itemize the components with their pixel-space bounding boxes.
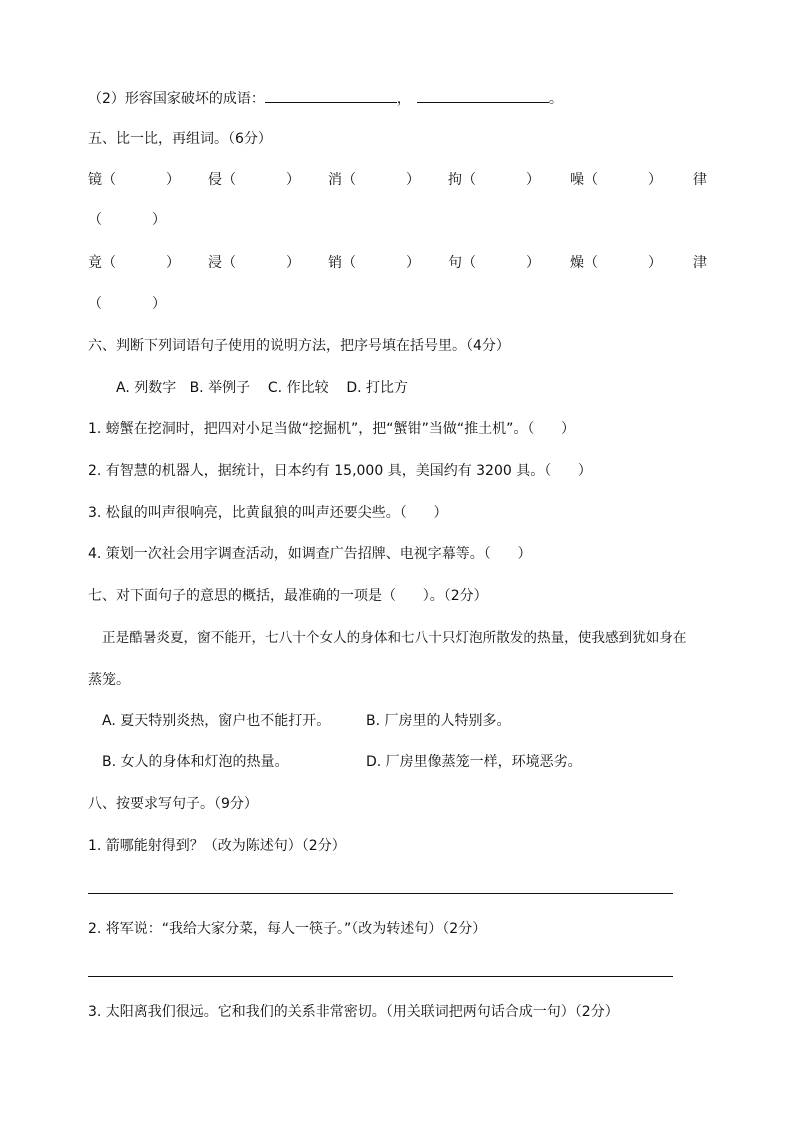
section-6-options: A. 列数字 B. 举例子 C. 作比较 D. 打比方 — [116, 380, 409, 396]
char: 燥 — [570, 255, 584, 271]
word-pair-12-paren[interactable]: （ ） — [88, 296, 166, 312]
q5-2-prefix: （2）形容国家破坏的成语： — [88, 91, 265, 107]
word-pair-1[interactable]: 镜（ ） — [88, 172, 180, 188]
section-6-title: 六、判断下列词语句子使用的说明方法，把序号填在括号里。（4分） — [88, 338, 510, 354]
section-8-question-3: 3. 太阳离我们很远。它和我们的关系非常密切。（用关联词把两句话合成一句）（2分） — [88, 1004, 619, 1020]
word-pair-6-paren[interactable]: （ ） — [88, 212, 166, 228]
q5-2-line — [88, 88, 563, 109]
section-6-item-2: 2. 有智慧的机器人，据统计，日本约有 15,000 具，美国约有 3200 具。（ ） — [88, 463, 592, 479]
section-8-question-1: 1. 箭哪能射得到？（改为陈述句）（2分） — [88, 838, 346, 854]
section-6-item-3: 3. 松鼠的叫声很响亮，比黄鼠狼的叫声还要尖些。（ ） — [88, 505, 448, 521]
word-pair-12-char: 津 — [693, 255, 707, 271]
word-pair-8[interactable]: 浸（ ） — [208, 255, 300, 271]
section-6-item-4: 4. 策划一次社会用字调查活动，如调查广告招牌、电视字幕等。（ ） — [88, 546, 532, 562]
q5-2-end: 。 — [548, 91, 563, 107]
section-7-option-b: B. 厂房里的人特别多。 — [366, 713, 511, 729]
answer-line-1[interactable] — [88, 893, 673, 894]
char: 镜 — [88, 172, 102, 188]
word-pair-6-char: 律 — [693, 172, 707, 188]
section-7-title: 七、对下面句子的意思的概括，最准确的一项是（ ）。（2分） — [88, 588, 488, 604]
answer-blank-2[interactable] — [417, 88, 549, 103]
char: 销 — [328, 255, 342, 271]
char: 消 — [328, 172, 342, 188]
section-7-option-a: A. 夏天特别炎热，窗户也不能打开。 — [102, 713, 331, 729]
section-7-passage-line-2: 蒸笼。 — [88, 672, 130, 688]
section-5-title: 五、比一比，再组词。（6分） — [88, 131, 272, 147]
section-6-item-1: 1. 螃蟹在挖洞时，把四对小足当做“挖掘机”，把“蟹钳”当做“推土机”。（ ） — [88, 421, 576, 437]
section-7-passage-line-1: 正是酷暑炎夏，窗不能开，七八十个女人的身体和七八十只灯泡所散发的热量，使我感到犹如身在 — [102, 630, 687, 646]
char: 拘 — [448, 172, 462, 188]
word-pair-2[interactable]: 侵（ ） — [208, 172, 300, 188]
section-7-option-c: B. 女人的身体和灯泡的热量。 — [102, 754, 289, 770]
section-8-title: 八、按要求写句子。（9分） — [88, 796, 258, 812]
char: 竟 — [88, 255, 102, 271]
char: 句 — [448, 255, 462, 271]
section-8-question-2: 2. 将军说：“我给大家分菜，每人一筷子。”（改为转述句）（2分） — [88, 921, 487, 937]
char: 浸 — [208, 255, 222, 271]
word-pair-11[interactable]: 燥（ ） — [570, 255, 662, 271]
word-pair-3[interactable]: 消（ ） — [328, 172, 420, 188]
word-pair-4[interactable]: 拘（ ） — [448, 172, 540, 188]
answer-blank-1[interactable] — [265, 88, 397, 103]
q5-2-sep: ， — [396, 91, 411, 107]
word-pair-7[interactable]: 竟（ ） — [88, 255, 180, 271]
word-pair-5[interactable]: 噪（ ） — [570, 172, 662, 188]
char: 噪 — [570, 172, 584, 188]
word-pair-9[interactable]: 销（ ） — [328, 255, 420, 271]
answer-line-2[interactable] — [88, 976, 673, 977]
char: 侵 — [208, 172, 222, 188]
word-pair-10[interactable]: 句（ ） — [448, 255, 540, 271]
section-7-option-d: D. 厂房里像蒸笼一样，环境恶劣。 — [366, 754, 582, 770]
